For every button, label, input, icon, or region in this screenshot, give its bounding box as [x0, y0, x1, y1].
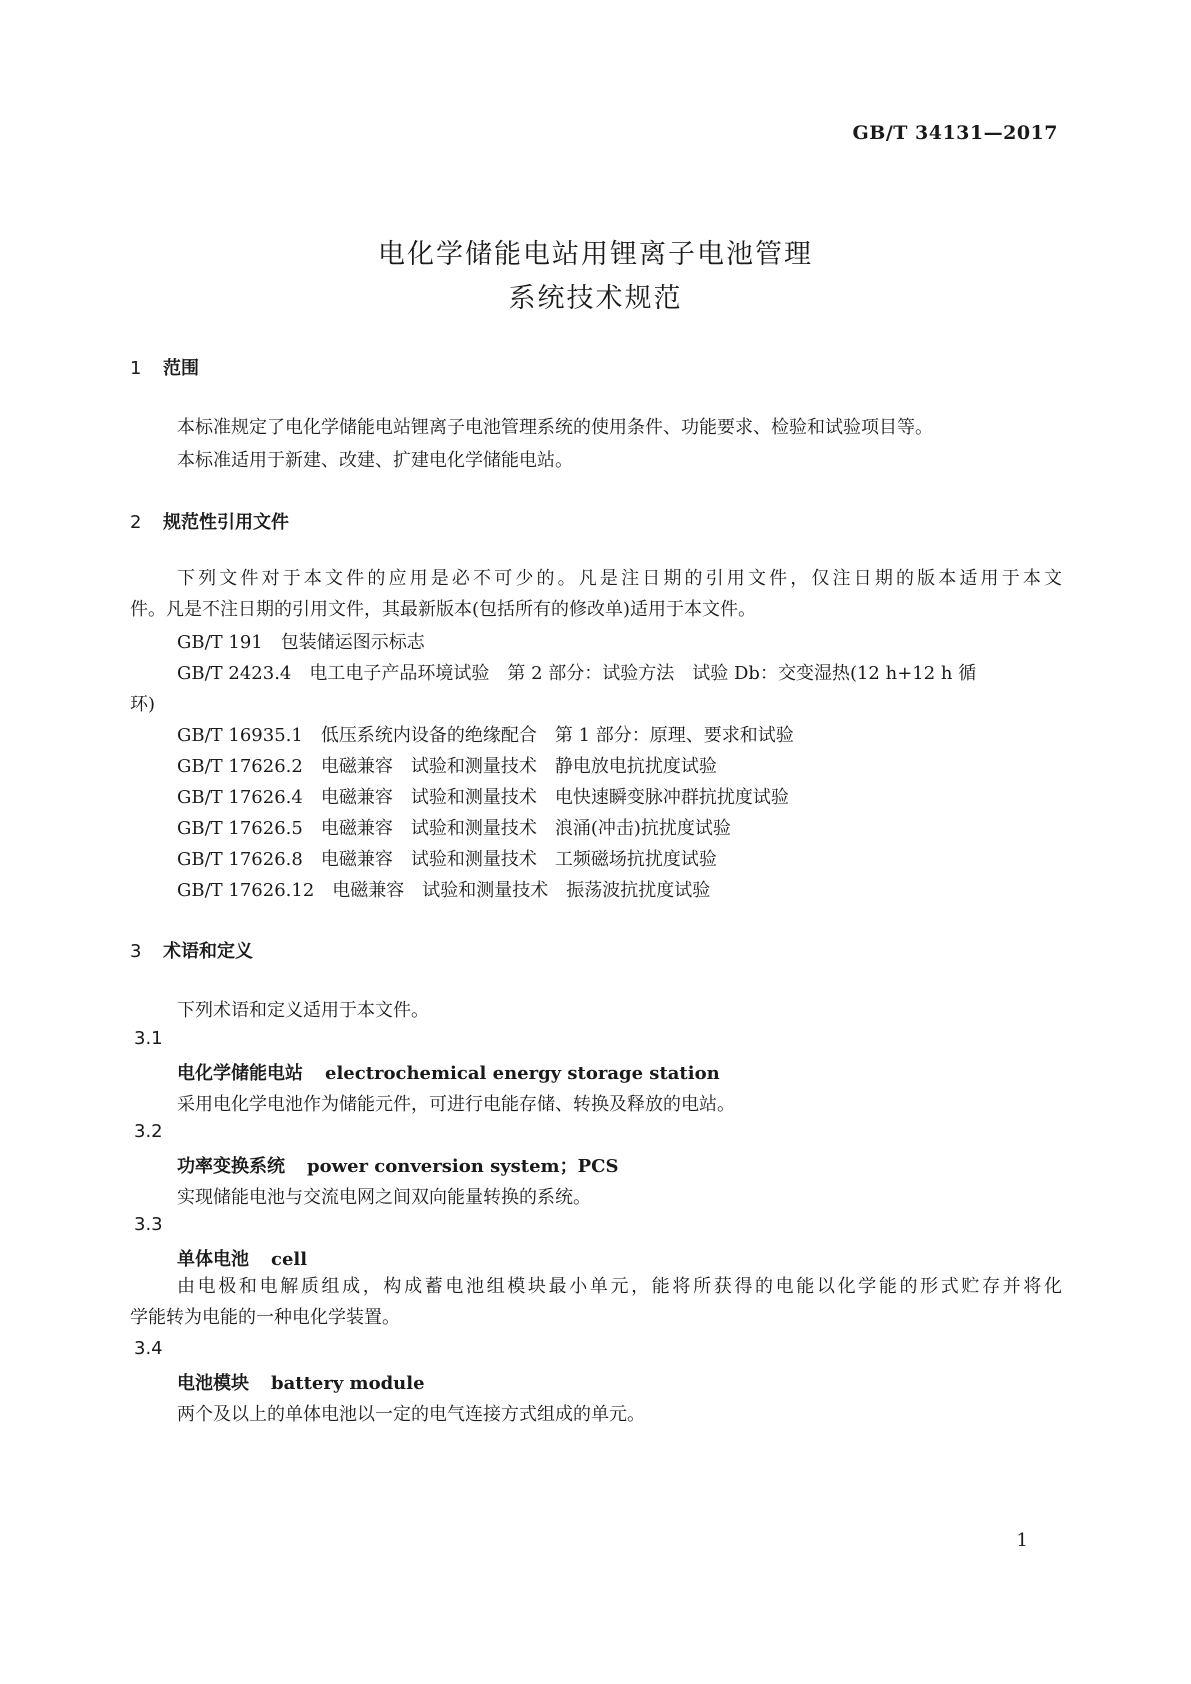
section-title: 范围 — [163, 358, 199, 379]
term-definition: 采用电化学电池作为储能元件，可进行电能存储、转换及释放的电站。 — [177, 1094, 735, 1115]
section-1-paragraph-2: 本标准适用于新建、改建、扩建电化学储能电站。 — [177, 450, 573, 471]
reference-title: 电工电子产品环境试验 第 2 部分：试验方法 试验 Db：交变湿热(12 h+12 h 循 — [309, 663, 977, 684]
reference-code: GB/T 191 — [177, 632, 263, 653]
reference-code: GB/T 17626.5 — [177, 818, 303, 839]
term-number: 3.1 — [134, 1028, 163, 1049]
reference-item — [177, 783, 789, 809]
reference-item — [177, 752, 717, 778]
section-number: 2 — [130, 512, 142, 533]
term-name-cn: 电化学储能电站 — [177, 1063, 303, 1084]
reference-title: 包装储运图示标志 — [280, 632, 425, 653]
reference-item — [177, 659, 976, 685]
term-name — [177, 1245, 307, 1271]
reference-code: GB/T 17626.4 — [177, 787, 303, 808]
reference-item — [177, 814, 731, 840]
section-1-paragraph-1: 本标准规定了电化学储能电站锂离子电池管理系统的使用条件、功能要求、检验和试验项目等。 — [177, 417, 933, 438]
term-definition: 实现储能电池与交流电网之间双向能量转换的系统。 — [177, 1187, 591, 1208]
reference-item — [177, 845, 717, 871]
term-name-cn: 功率变换系统 — [177, 1156, 285, 1177]
term-definition: 由电极和电解质组成，构成蓄电池组模块最小单元，能将所获得的电能以化学能的形式贮存并将化 — [177, 1276, 1062, 1297]
reference-item — [177, 628, 425, 654]
term-definition: 两个及以上的单体电池以一定的电气连接方式组成的单元。 — [177, 1404, 645, 1425]
reference-title: 低压系统内设备的绝缘配合 第 1 部分：原理、要求和试验 — [320, 725, 794, 746]
reference-title: 电磁兼容 试验和测量技术 工频磁场抗扰度试验 — [320, 849, 717, 870]
document-title-line1: 电化学储能电站用锂离子电池管理 — [378, 239, 813, 270]
term-name-cn: 单体电池 — [177, 1249, 249, 1270]
section-number: 1 — [130, 358, 142, 379]
term-name-en: power conversion system；PCS — [307, 1156, 619, 1177]
section-3-intro: 下列术语和定义适用于本文件。 — [177, 1000, 429, 1021]
term-name-en: battery module — [271, 1373, 425, 1394]
term-number: 3.2 — [134, 1121, 163, 1142]
reference-title: 电磁兼容 试验和测量技术 静电放电抗扰度试验 — [320, 756, 717, 777]
term-name — [177, 1059, 720, 1085]
reference-continuation: 环) — [130, 694, 156, 715]
reference-code: GB/T 17626.12 — [177, 880, 315, 901]
term-name-en: cell — [271, 1249, 308, 1270]
reference-code: GB/T 2423.4 — [177, 663, 292, 684]
reference-code: GB/T 17626.8 — [177, 849, 303, 870]
page-number: 1 — [1016, 1530, 1028, 1551]
section-1-heading — [130, 354, 199, 380]
document-title-line2: 系统技术规范 — [508, 283, 683, 314]
term-number: 3.3 — [134, 1214, 163, 1235]
term-name-en: electrochemical energy storage station — [325, 1063, 720, 1084]
term-name — [177, 1152, 618, 1178]
section-title: 术语和定义 — [163, 941, 253, 962]
term-name — [177, 1369, 425, 1395]
reference-code: GB/T 16935.1 — [177, 725, 303, 746]
section-title: 规范性引用文件 — [163, 512, 289, 533]
reference-title: 电磁兼容 试验和测量技术 浪涌(冲击)抗扰度试验 — [320, 818, 731, 839]
section-2-intro-line-1: 下列文件对于本文件的应用是必不可少的。凡是注日期的引用文件，仅注日期的版本适用于本文 — [177, 568, 1062, 589]
reference-item — [177, 876, 710, 902]
reference-title: 电磁兼容 试验和测量技术 电快速瞬变脉冲群抗扰度试验 — [320, 787, 789, 808]
standard-code: GB/T 34131—2017 — [852, 122, 1058, 144]
section-2-intro-line-2: 件。凡是不注日期的引用文件，其最新版本(包括所有的修改单)适用于本文件。 — [130, 599, 757, 620]
reference-code: GB/T 17626.2 — [177, 756, 303, 777]
term-number: 3.4 — [134, 1338, 163, 1359]
reference-title: 电磁兼容 试验和测量技术 振荡波抗扰度试验 — [332, 880, 711, 901]
section-2-heading — [130, 508, 289, 534]
term-definition-continuation: 学能转为电能的一种电化学装置。 — [130, 1307, 400, 1328]
reference-item — [177, 721, 794, 747]
section-3-heading — [130, 937, 253, 963]
term-name-cn: 电池模块 — [177, 1373, 249, 1394]
section-number: 3 — [130, 941, 142, 962]
